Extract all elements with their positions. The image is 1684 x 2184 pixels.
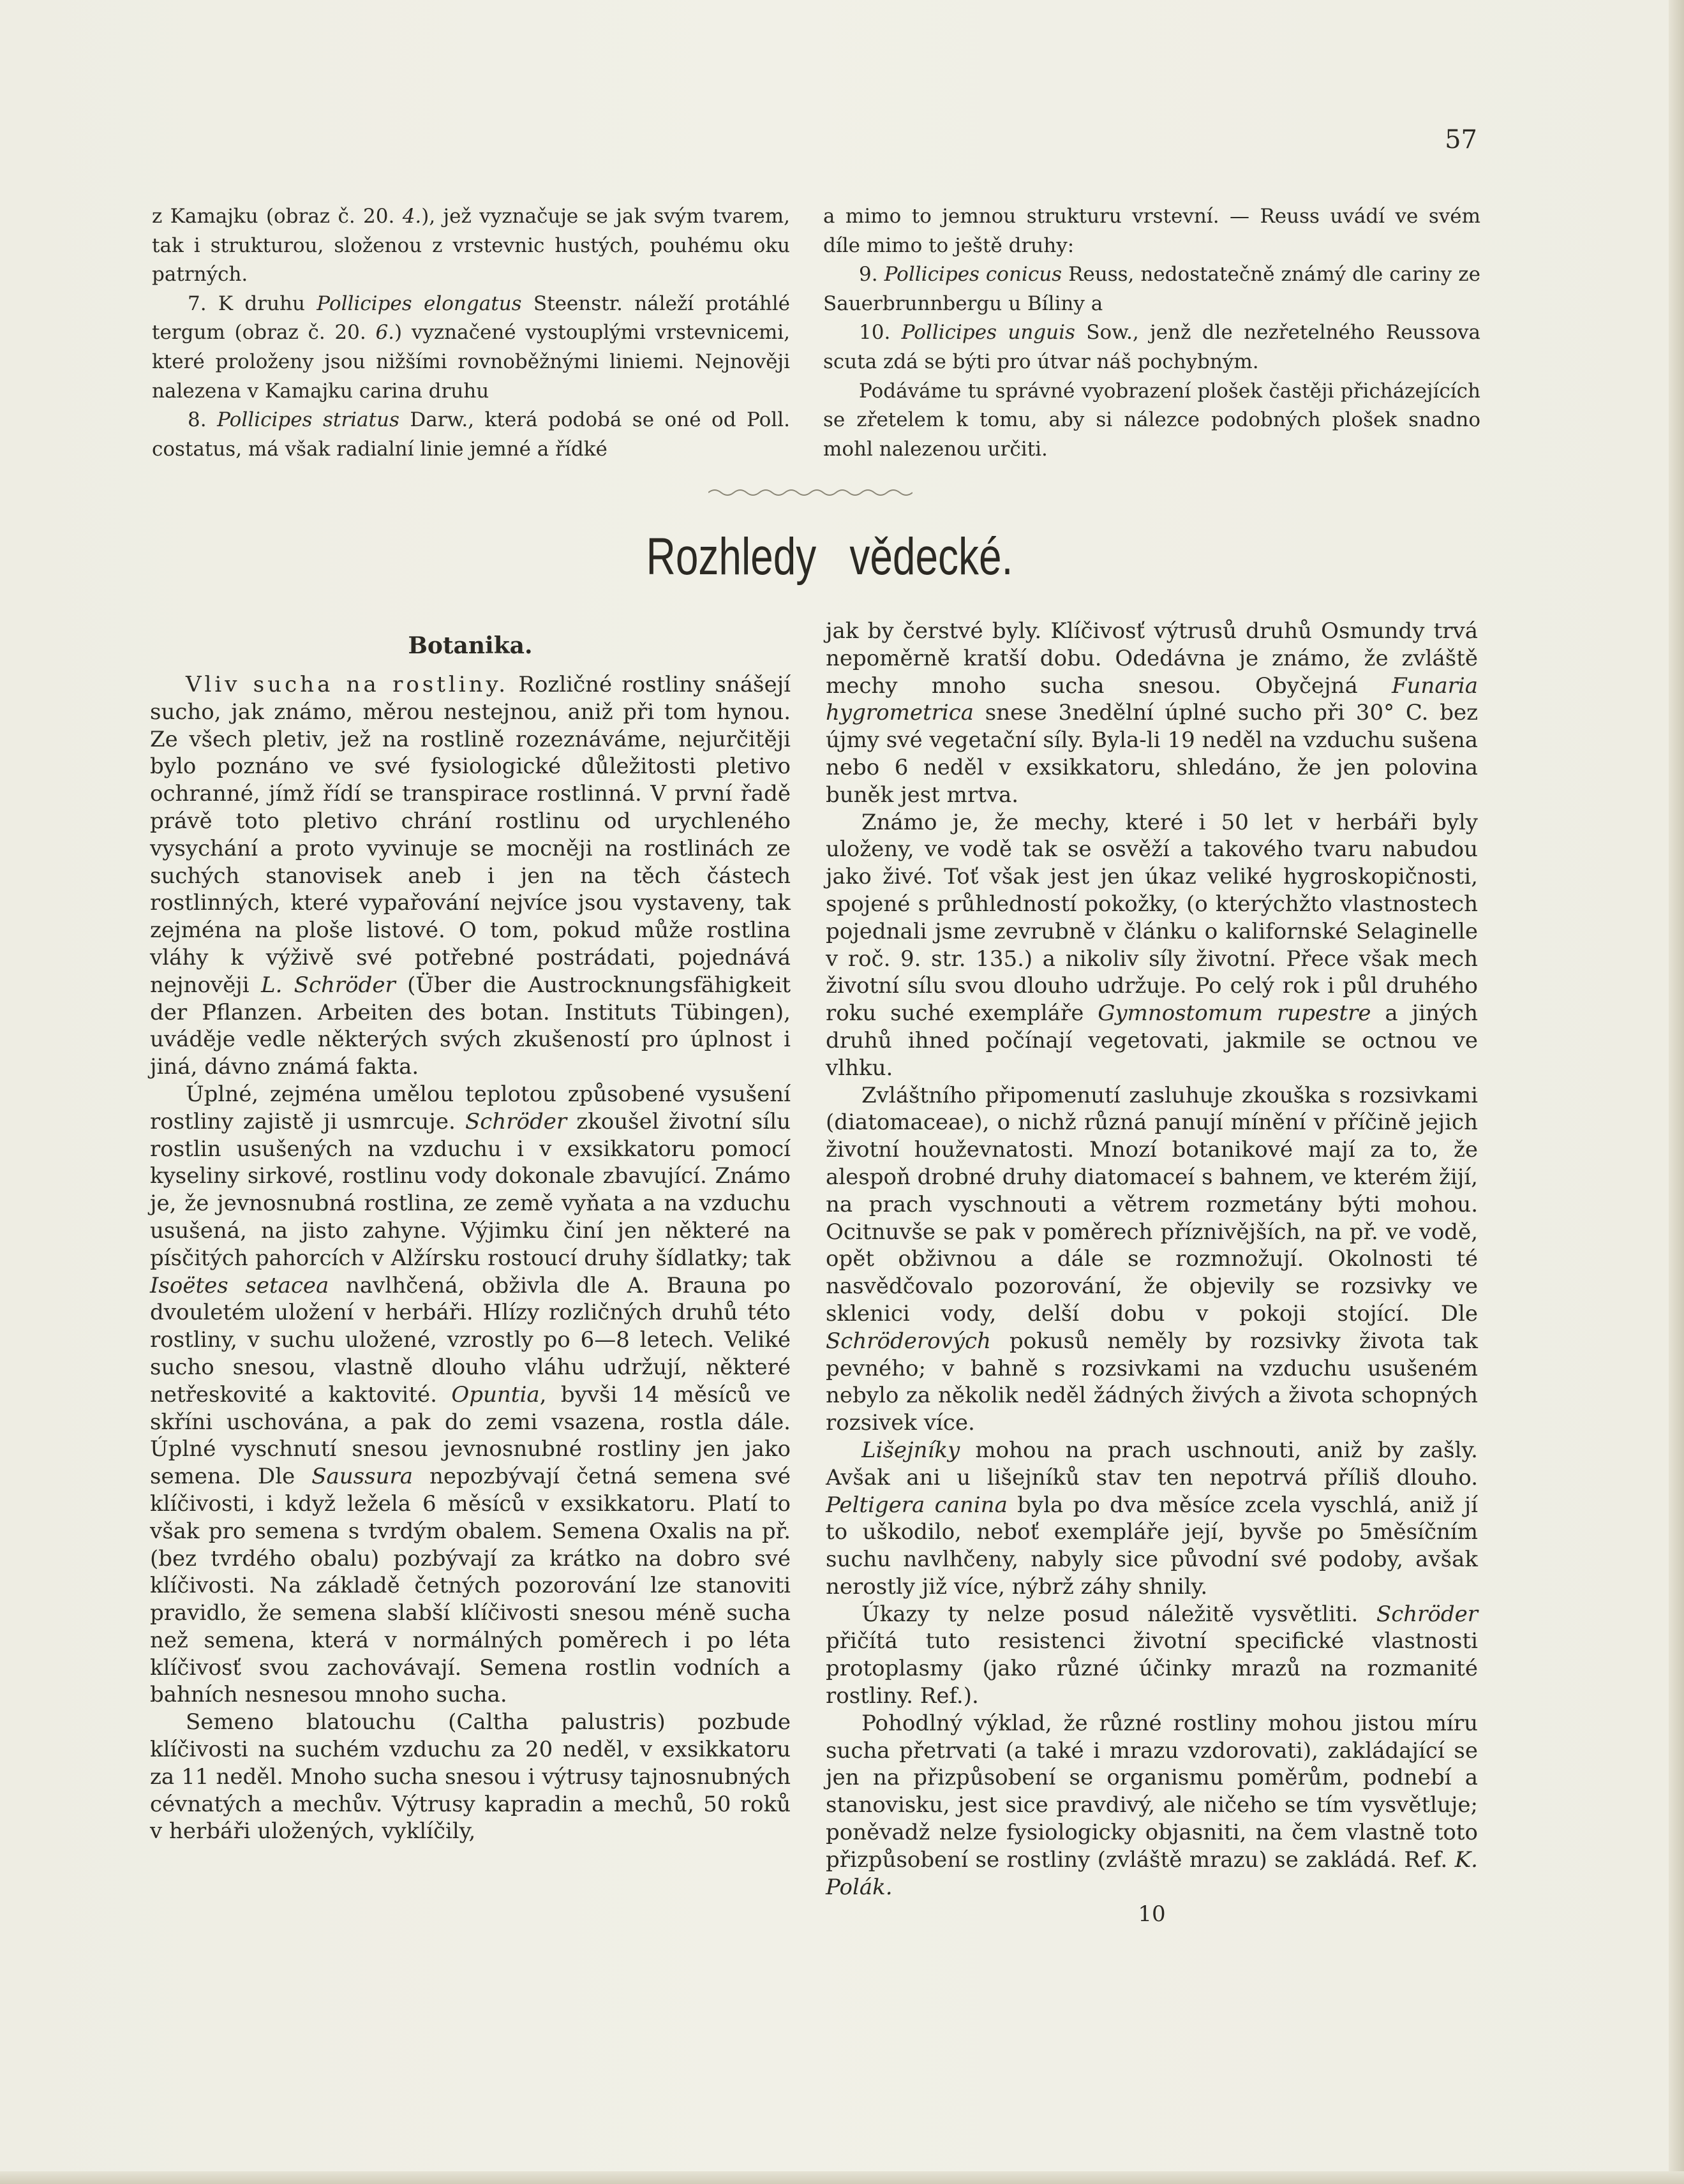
paragraph: Semeno blatouchu (Caltha palustris) pozbude klíčivosti na suchém vzduchu za 20 neděl, v exsikkatoru za 11 neděl. Mnoho sucha snesou i výtrusy tajnosnubných cévnatých a mechův. Výtrusy kapradin a mechů, 50 roků v herbáři uložených, vyklíčily, [150,1709,791,1845]
top-left-column [152,202,790,464]
page-edge-right [1669,0,1684,2184]
paragraph: Podáváme tu správné vyobrazení plošek častěji přicházejících se zřetelem k tomu, aby si nálezce podobných plošek snadno mohl nalezenou určiti. [823,379,1480,461]
right-column [826,618,1478,1928]
paragraph: 8. Pollicipes striatus Darw., která podobá se oné od Poll. costatus, má však radialní linie jemné a řídké [152,408,790,461]
page-number: 57 [1445,125,1477,154]
paragraph: 10. Pollicipes unguis Sow., jenž dle nezřetelného Reussova scuta zdá se býti pro útvar náš pochybným. [823,321,1480,373]
paragraph: jak by čerstvé byly. Klíčivosť výtrusů druhů Osmundy trvá nepoměrně kratší dobu. Odedávna je známo, že zvláště mechy mnoho sucha snesou. Obyčejná Funaria hygrometrica snese 3nedělní úplné sucho při 30° C. bez újmy své vegetační síly. Byla-li 19 neděl na vzduchu sušena nebo 6 neděl v exsikkatoru, shledáno, že jen polovina buněk jest mrtva. [826,618,1478,808]
subsection-title: Botanika. [408,632,533,659]
paragraph: Pohodlný výklad, že různé rostliny mohou jistou míru sucha přetrvati (a také i mrazu vzdorovati), zakládající se jen na přizpůsobení se organismu poměrům, podnebí a stanovisku, jest sice pravdivý, ale ničeho se tím vysvětluje; poněvadž nelze fysiologicky objasniti, na čem vlastně toto přizpůsobení se rostliny (zvláště mrazu) se zakládá. Ref. K. Polák. [826,1710,1478,1900]
paragraph: Zvláštního připomenutí zasluhuje zkouška s rozsivkami (diatomaceae), o nichž různá panují mínění v příčině jejich životní houževnatosti. Mnozí botanikové mají za to, že alespoň drobné druhy diatomaceí s bahnem, ve kterém žijí, na prach vyschnouti a větrem rozmetány býti mohou. Ocitnuvše se pak v poměrech příznivějších, na př. ve vodě, opět obživnou a dále se rozmnožují. Okolnosti té nasvědčovalo pozorování, že objevily se rozsivky ve sklenici vody, delší dobu v pokoji stojící. Dle Schröderových pokusů neměly by rozsivky života tak pevného; v bahně s rozsivkami na vzduchu usušeném nebylo za několik neděl žádných živých a života schopných rozsivek více. [826,1082,1478,1436]
paragraph: Úkazy ty nelze posud náležitě vysvětliti. Schröder přičítá tuto resistenci životní specifické vlastnosti protoplasmy (jako různé účinky mrazů na rozmanité rostliny. Ref.). [826,1601,1478,1709]
paragraph: Vliv sucha na rostliny. Rozličné rostliny snášejí sucho, jak známo, měrou nestejnou, aniž při tom hynou. Ze všech pletiv, jež na rostlině rozeznáváme, nejurčitěji bylo poznáno ve své fysiologické důležitosti pletivo ochranné, jímž řídí se transpirace rostlinná. V první řadě právě toto pletivo chrání rostlinu od urychleného vysychání a proto vyvinuje se mocněji na rostlinách ze suchých stanovisek aneb i jen na těch částech rostlinných, které vypařování nejvíce jsou vystaveny, tak zejména na ploše listové. O tom, pokud může rostlina vláhy k výživě své potřebné postrádati, pojednává nejnověji L. Schröder (Über die Austrocknungsfähigkeit der Pflanzen. Arbeiten des botan. Instituts Tübingen), uváděje vedle některých svých zkušeností pro úplnost i jiná, dávno známá fakta. [150,672,791,1080]
paragraph: a mimo to jemnou strukturu vrstevní. — Reuss uvádí ve svém díle mimo to ještě druhy: [823,205,1480,257]
signature-number: 10 [1138,1901,1166,1928]
paragraph: Úplné, zejména umělou teplotou způsobené vysušení rostliny zajistě ji usmrcuje. Schröder zkoušel životní sílu rostlin usušených na vzduchu i v exsikkatoru pomocí kyseliny sirkové, rostlinu vody dokonale zbavující. Známo je, že jevnosnubná rostlina, ze země vyňata a na vzduchu usušená, na jisto zahyne. Výjimku činí jen některé na písčitých pahorcích v Alžírsku rostoucí druhy šídlatky; tak Isoëtes setacea navlhčená, obživla dle A. Brauna po dvouletém uložení v herbáři. Hlízy rozličných druhů této rostliny, v suchu uložené, vzrostly po 6—8 letech. Veliké sucho snesou, vlastně dlouho vláhu udržují, některé netřeskovité a kaktovité. Opuntia, byvši 14 měsíců ve skříni uschována, a pak do zemi vsazena, rostla dále. Úplné vyschnutí snesou jevnosnubné rostliny jen jako semena. Dle Saussura nepozbývají četná semena své klíčivosti, i když ležela 6 měsíců v exsikkatoru. Platí to však pro semena s tvrdým obalem. Semena Oxalis na př. (bez tvrdého obalu) pozbývají za krátko na dobro své klíčivosti. Na základě četných pozorování lze stanoviti pravidlo, že semena slabší klíčivosti snesou méně sucha než semena, která v normálných poměrech i po léta klíčivosť svou zachovávají. Semena rostlin vodních a bahních nesnesou mnoho sucha. [150,1081,791,1708]
signature: Ref. K. Polák. [826,1846,1478,1900]
divider-ornament [708,485,913,498]
paragraph: z Kamajku (obraz č. 20. 4.), jež vyznačuje se jak svým tvarem, tak i strukturou, složenou z vrstevnic hustých, pouhému oku patrných. [152,205,790,286]
paragraph: 7. K druhu Pollicipes elongatus Steenstr. náleží protáhlé tergum (obraz č. 20. 6.) vyznačené vystouplými vrstevnicemi, které proloženy jsou nižšími rovnoběžnými liniemi. Nejnověji nalezena v Kamajku carina druhu [152,292,790,403]
page-edge-bottom [0,2171,1684,2184]
paragraph: Známo je, že mechy, které i 50 let v herbáři byly uloženy, ve vodě tak se osvěží a takového tvaru nabudou jako živé. Toť však jest jen úkaz veliké hygroskopičnosti, spojené s průhledností pokožky, (o kterýchžto vlastnostech pojednali jsme zevrubně v článku o kalifornské Selaginelle v roč. 9. str. 135.) a nikoliv síly životní. Přece však mech životní sílu svou dlouho udržuje. Po celý rok i půl druhého roku suché exempláře Gymnostomum rupestre a jiných druhů ihned počínají vegetovati, jakmile se octnou ve vlhku. [826,809,1478,1081]
section-title: Rozhledy vědecké. [646,528,1013,586]
top-right-column [823,202,1480,464]
paragraph: Lišejníky mohou na prach uschnouti, aniž by zašly. Avšak ani u lišejníků stav ten nepotrvá příliš dlouho. Peltigera canina byla po dva měsíce zcela vyschlá, aniž jí to uškodilo, neboť exempláře její, byvše po 5měsíčním suchu navlhčeny, nabyly sice původní své podoby, avšak nerostly již více, nýbrž záhy shnily. [826,1437,1478,1600]
paragraph: 9. Pollicipes conicus Reuss, nedostatečně známý dle cariny ze Sauerbrunnbergu u Bíliny a [823,263,1480,315]
left-column [150,671,791,1845]
